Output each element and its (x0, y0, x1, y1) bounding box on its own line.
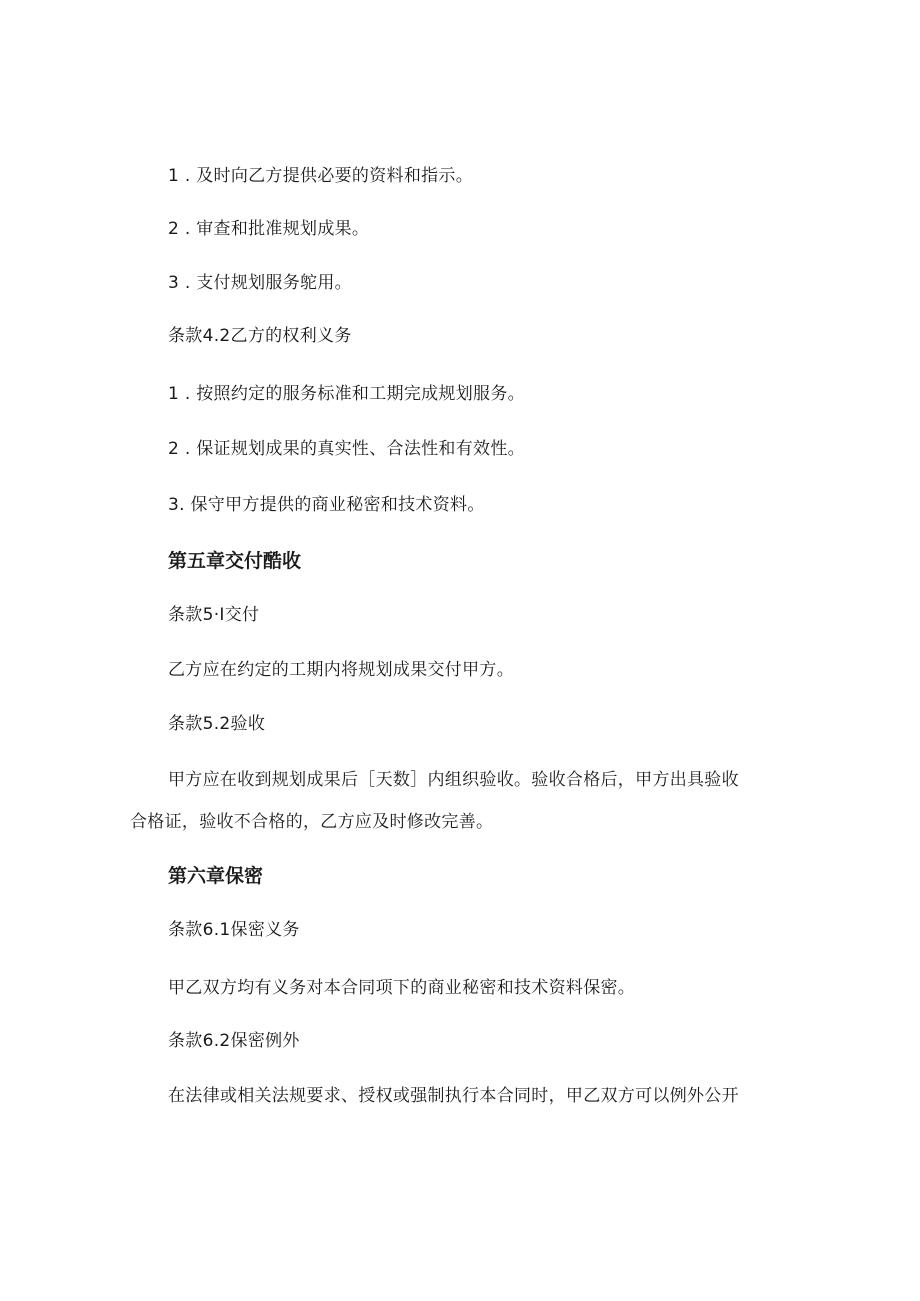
party-b-item-2: 2 . 保证规划成果的真实性、合法性和有效性。 (168, 439, 525, 459)
clause-5-1-title: 条款5·I交付 (168, 605, 260, 625)
clause-5-2-body-line-1: 甲方应在收到规划成果后［天数］内组织验收。验收合格后，甲方出具验收 (168, 770, 739, 790)
party-b-item-3: 3. 保守甲方提供的商业秘密和技术资料。 (168, 495, 485, 515)
obligation-item-2: 2 . 审查和批准规划成果。 (168, 219, 370, 239)
chapter-5-heading: 第五章交付酷收 (168, 550, 302, 572)
clause-6-1-title: 条款6.1保密义务 (168, 920, 300, 940)
party-b-item-1: 1 . 按照约定的服务标准和工期完成规划服务。 (168, 384, 525, 404)
clause-4-2-title: 条款4.2乙方的权利义务 (168, 326, 352, 346)
clause-6-1-body: 甲乙双方均有义务对本合同项下的商业秘密和技术资料保密。 (168, 978, 636, 998)
clause-5-2-title: 条款5.2验收 (168, 714, 266, 734)
clause-5-1-body: 乙方应在约定的工期内将规划成果交付甲方。 (168, 660, 514, 680)
obligation-item-3: 3 . 支付规划服务鸵用。 (168, 273, 352, 293)
chapter-6-heading: 第六章保密 (168, 865, 264, 887)
obligation-item-1: 1 . 及时向乙方提供必要的资料和指示。 (168, 166, 474, 186)
clause-6-2-body: 在法律或相关法规要求、授权或强制执行本合同时，甲乙双方可以例外公开 (168, 1086, 739, 1106)
clause-5-2-body-line-2: 合格证，验收不合格的，乙方应及时修改完善。 (130, 812, 494, 832)
clause-6-2-title: 条款6.2保密例外 (168, 1031, 300, 1051)
